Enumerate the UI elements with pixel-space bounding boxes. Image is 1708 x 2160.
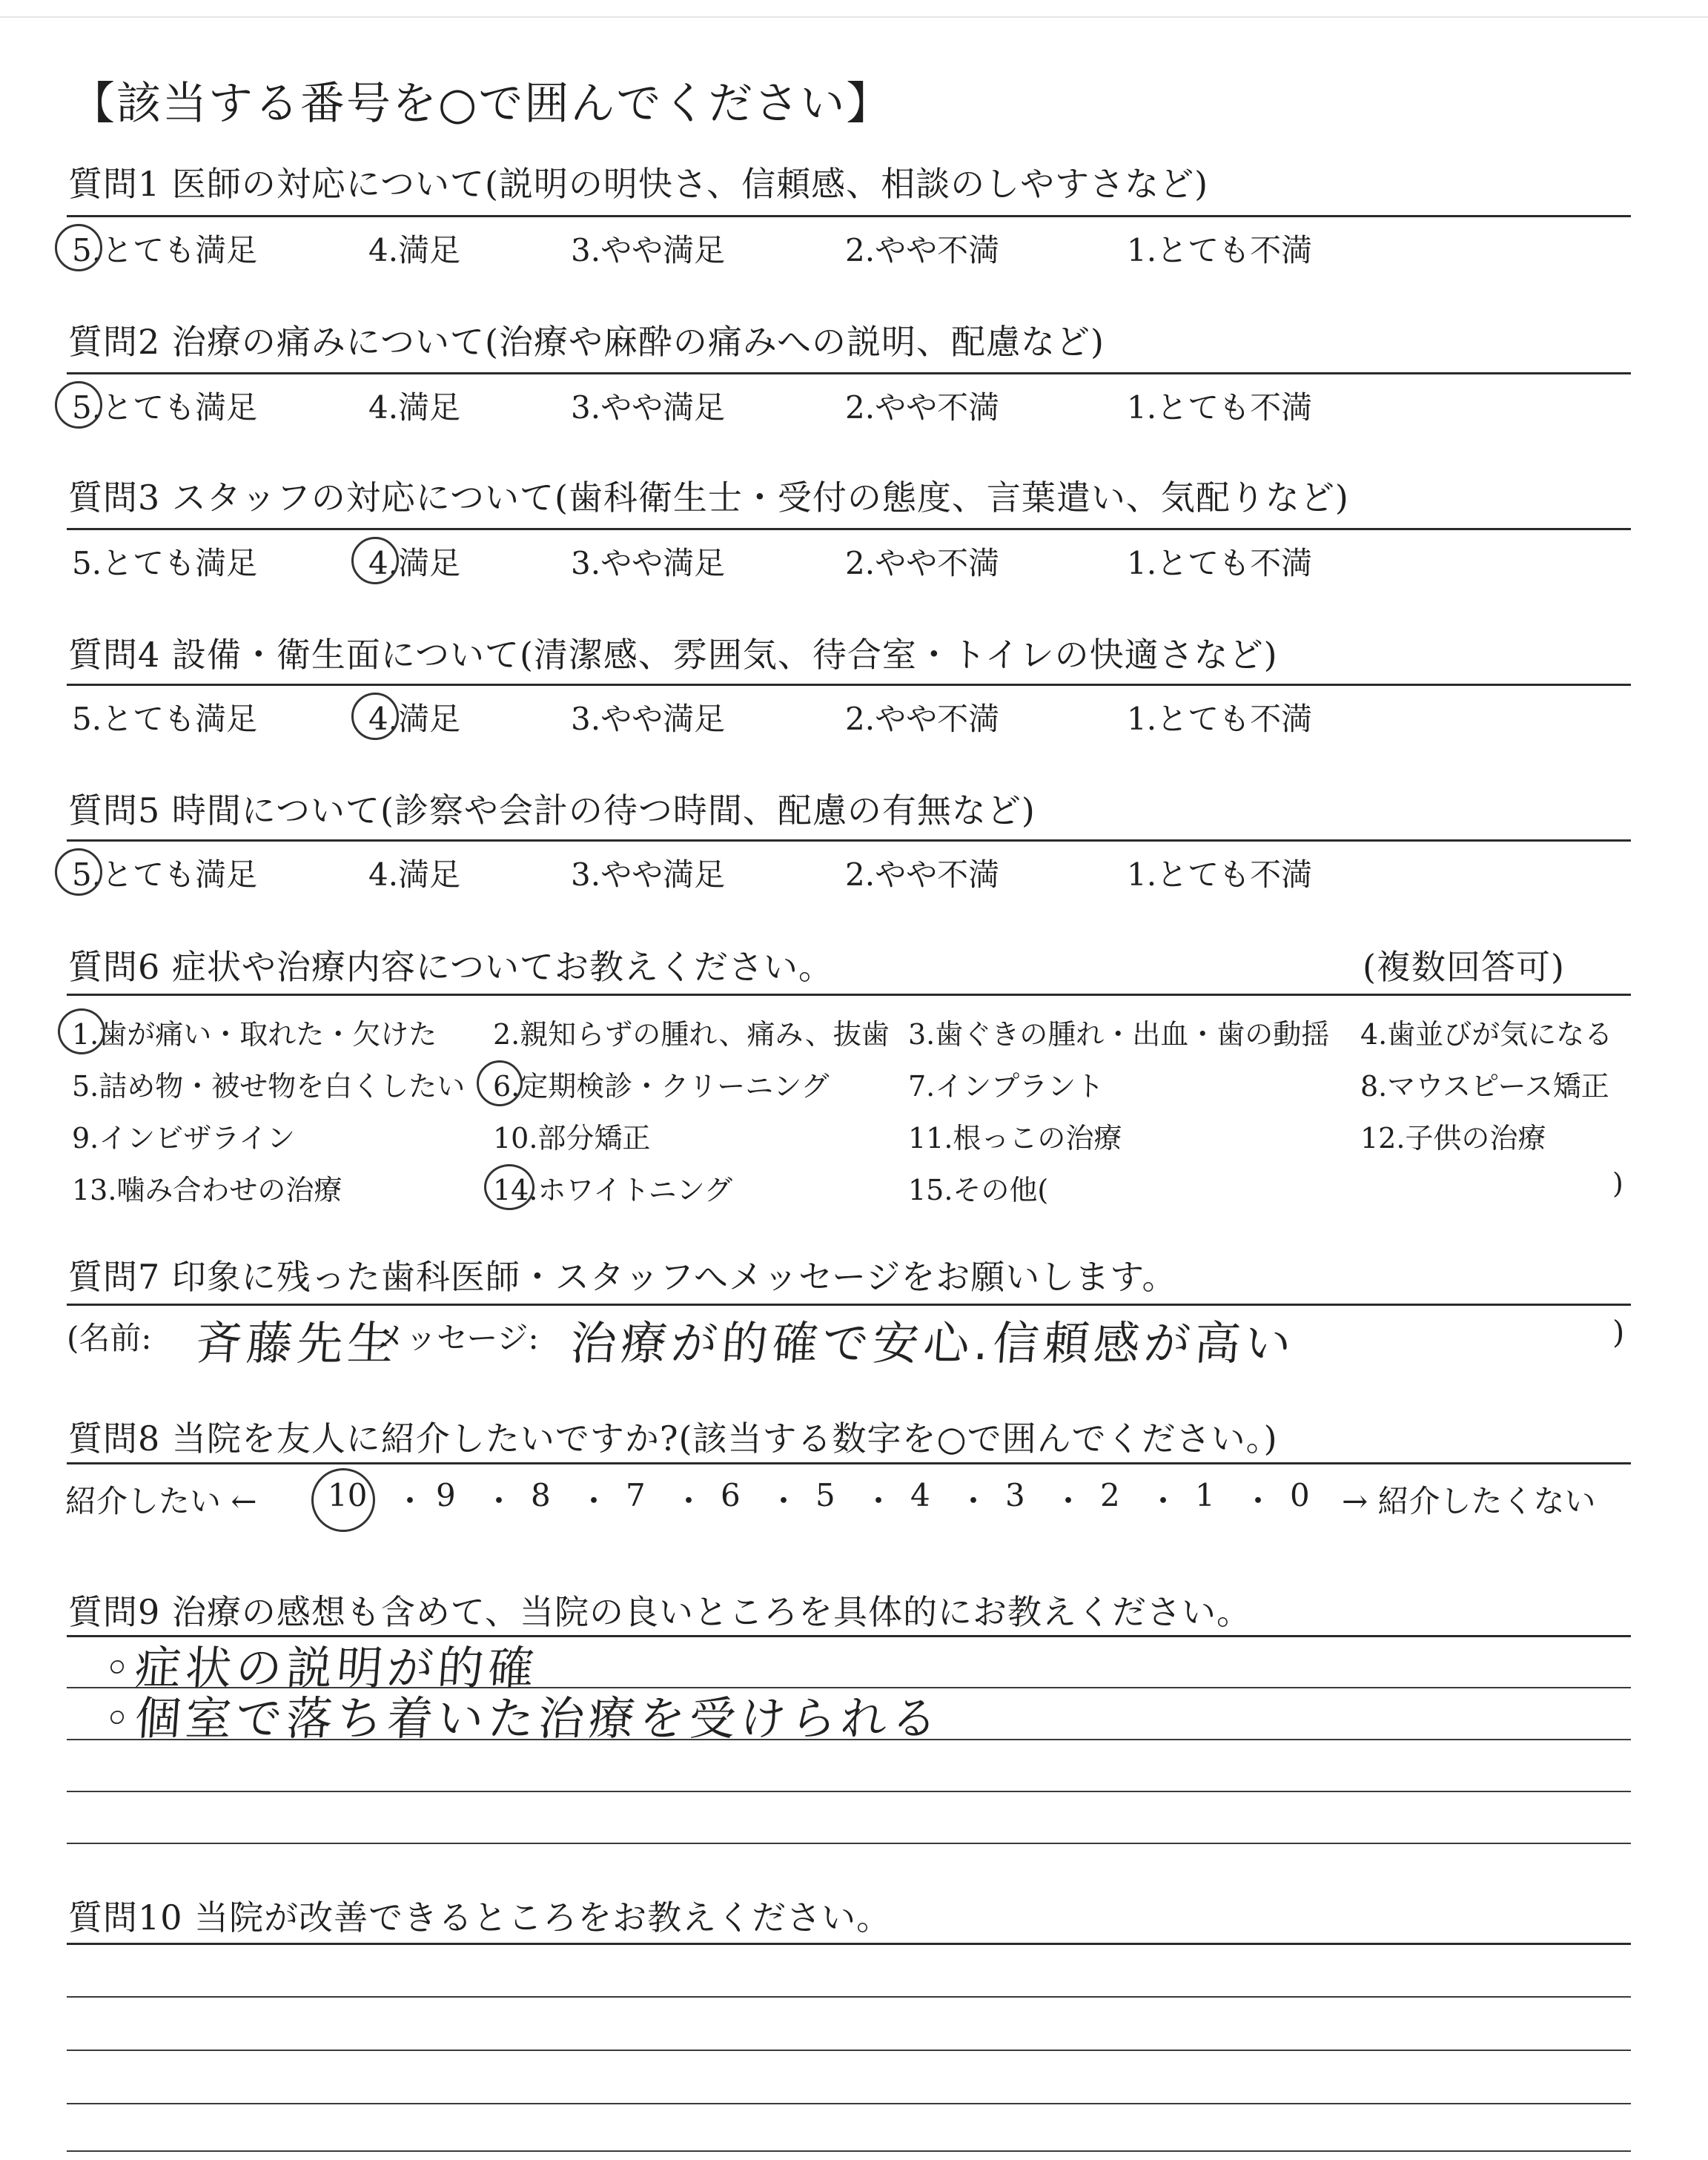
q2-option-3[interactable]: 3.やや満足: [571, 389, 726, 426]
q10-heading: 質問10 当院が改善できるところをお教えください。: [68, 1898, 892, 1938]
q7-rule: [67, 1304, 1631, 1306]
q8-rule: [67, 1462, 1631, 1464]
q3-option-3[interactable]: 3.やや満足: [571, 545, 726, 581]
q4-option-5[interactable]: 5.とても満足: [72, 701, 258, 737]
q1-option-4[interactable]: 4.満足: [368, 232, 461, 268]
q8-scale-3[interactable]: 3: [1005, 1477, 1025, 1513]
q8-scale-7[interactable]: 7: [626, 1477, 646, 1513]
q8-scale-6[interactable]: 6: [721, 1477, 741, 1513]
q1-option-1[interactable]: 1.とても不満: [1127, 232, 1313, 268]
q3-option-5[interactable]: 5.とても満足: [72, 545, 258, 581]
q2-heading: 質問2 治療の痛みについて(治療や麻酔の痛みへの説明、配慮など): [68, 322, 1105, 362]
q8-scale-4[interactable]: 4: [910, 1477, 930, 1513]
q4-rule: [67, 684, 1631, 686]
q8-scale-9[interactable]: 9: [436, 1477, 456, 1513]
q6-option-9[interactable]: 9.インビザライン: [72, 1122, 296, 1155]
q8-scale-5[interactable]: 5: [815, 1477, 835, 1513]
q10-answer-line: [67, 2050, 1631, 2051]
q8-separator: ・: [673, 1483, 705, 1519]
q8-separator: ・: [578, 1483, 610, 1519]
q9-heading: 質問9 治療の感想も含めて、当院の良いところを具体的にお教えください。: [68, 1592, 1251, 1632]
q5-option-5[interactable]: 5.とても満足: [72, 856, 258, 893]
q6-heading: 質問6 症状や治療内容についてお教えください。: [68, 947, 833, 987]
q1-option-5[interactable]: 5.とても満足: [72, 232, 258, 268]
q4-option-3[interactable]: 3.やや満足: [571, 701, 726, 737]
q8-left-label: 紹介したい ←: [65, 1483, 257, 1519]
q4-option-4[interactable]: 4.満足: [368, 701, 461, 737]
q5-option-4[interactable]: 4.満足: [368, 856, 461, 893]
q8-separator: ・: [394, 1483, 426, 1519]
q5-option-1[interactable]: 1.とても不満: [1127, 856, 1313, 893]
q1-selection-circle: [55, 224, 102, 271]
q6-option-14[interactable]: 14.ホワイトニング: [493, 1174, 733, 1206]
q5-heading: 質問5 時間について(診察や会計の待つ時間、配慮の有無など): [68, 790, 1036, 830]
q3-rule: [67, 528, 1631, 530]
q10-rule: [67, 1943, 1631, 1945]
q8-scale-1[interactable]: 1: [1195, 1477, 1215, 1513]
q9-answer-line: [67, 1843, 1631, 1844]
q7-message-label: メッセージ:: [374, 1320, 539, 1356]
q6-option-8[interactable]: 8.マウスピース矯正: [1360, 1070, 1609, 1103]
q6-selection-circle-14: [484, 1164, 534, 1210]
q4-option-1[interactable]: 1.とても不満: [1127, 701, 1313, 737]
q6-option-3[interactable]: 3.歯ぐきの腫れ・出血・歯の動揺: [908, 1018, 1330, 1051]
q4-selection-circle: [351, 693, 399, 740]
q6-option-2[interactable]: 2.親知らずの腫れ、痛み、抜歯: [493, 1018, 890, 1051]
q8-separator: ・: [1053, 1483, 1085, 1519]
q1-option-2[interactable]: 2.やや不満: [845, 232, 1000, 268]
q10-answer-line: [67, 1996, 1631, 1998]
q8-heading: 質問8 当院を友人に紹介したいですか?(該当する数字を○で囲んでください。): [68, 1418, 1278, 1459]
q6-option-13[interactable]: 13.噛み合わせの治療: [72, 1174, 342, 1206]
page-title: 【該当する番号を○で囲んでください】: [70, 78, 893, 130]
q6-option-6[interactable]: 6.定期検診・クリーニング: [493, 1070, 830, 1103]
q8-scale-8[interactable]: 8: [531, 1477, 551, 1513]
q1-rule: [67, 215, 1631, 217]
q6-option-12[interactable]: 12.子供の治療: [1360, 1122, 1546, 1155]
q2-option-2[interactable]: 2.やや不満: [845, 389, 1000, 426]
q2-option-4[interactable]: 4.満足: [368, 389, 461, 426]
q6-option-10[interactable]: 10.部分矯正: [493, 1122, 651, 1155]
q8-selection-circle: [311, 1468, 375, 1532]
q2-option-1[interactable]: 1.とても不満: [1127, 389, 1313, 426]
q3-option-1[interactable]: 1.とても不満: [1127, 545, 1313, 581]
q6-selection-circle-1: [58, 1008, 105, 1054]
q3-option-2[interactable]: 2.やや不満: [845, 545, 1000, 581]
q6-option-15-close: ): [1612, 1167, 1623, 1200]
q6-option-1[interactable]: 1.歯が痛い・取れた・欠けた: [72, 1018, 437, 1051]
q4-option-2[interactable]: 2.やや不満: [845, 701, 1000, 737]
q1-heading: 質問1 医師の対応について(説明の明快さ、信頼感、相談のしやすさなど): [68, 164, 1209, 204]
q3-heading: 質問3 スタッフの対応について(歯科衛生士・受付の態度、言葉遣い、気配りなど): [68, 478, 1349, 518]
q8-separator: ・: [1242, 1483, 1274, 1519]
q6-option-15[interactable]: 15.その他(: [908, 1174, 1049, 1206]
q6-selection-circle-6: [477, 1060, 523, 1106]
q2-selection-circle: [55, 381, 102, 429]
q6-option-4[interactable]: 4.歯並びが気になる: [1360, 1018, 1613, 1051]
q2-option-5[interactable]: 5.とても満足: [72, 389, 258, 426]
q6-option-5[interactable]: 5.詰め物・被せ物を白くしたい: [72, 1070, 466, 1103]
q8-scale-2[interactable]: 2: [1100, 1477, 1120, 1513]
q2-rule: [67, 372, 1631, 374]
q10-answer-line: [67, 2150, 1631, 2152]
q7-message-value[interactable]: 治療が的確で安心.信頼感が高い: [569, 1316, 1297, 1370]
q8-separator: ・: [483, 1483, 515, 1519]
q5-selection-circle: [55, 848, 102, 896]
q9-answer-1[interactable]: ◦症状の説明が的確: [102, 1641, 540, 1695]
q8-separator: ・: [863, 1483, 895, 1519]
q8-separator: ・: [768, 1483, 800, 1519]
q8-scale-0[interactable]: 0: [1290, 1477, 1310, 1513]
q6-option-11[interactable]: 11.根っこの治療: [908, 1122, 1122, 1155]
q5-option-3[interactable]: 3.やや満足: [571, 856, 726, 893]
q1-option-3[interactable]: 3.やや満足: [571, 232, 726, 268]
q5-option-2[interactable]: 2.やや不満: [845, 856, 1000, 893]
q10-answer-line: [67, 2103, 1631, 2104]
q7-name-label: (名前:: [67, 1320, 152, 1356]
q8-separator: ・: [958, 1483, 990, 1519]
q6-rule: [67, 994, 1631, 996]
q8-separator: ・: [1148, 1483, 1179, 1519]
q6-note: (複数回答可): [1363, 947, 1565, 987]
q5-rule: [67, 839, 1631, 842]
q4-heading: 質問4 設備・衛生面について(清潔感、雰囲気、待合室・トイレの快適さなど): [68, 635, 1278, 675]
q3-option-4[interactable]: 4.満足: [368, 545, 461, 581]
q9-answer-2[interactable]: ◦個室で落ち着いた治療を受けられる: [102, 1691, 944, 1745]
q9-answer-line: [67, 1791, 1631, 1792]
q8-scale-10[interactable]: 10: [328, 1477, 368, 1513]
q7-heading: 質問7 印象に残った歯科医師・スタッフへメッセージをお願いします。: [68, 1257, 1177, 1297]
q7-close-paren: ): [1612, 1314, 1625, 1350]
q8-right-label: → 紹介したくない: [1342, 1483, 1596, 1519]
q7-name-value[interactable]: 斉藤先生: [194, 1316, 400, 1370]
q6-option-7[interactable]: 7.インプラント: [908, 1070, 1105, 1103]
q3-selection-circle: [351, 537, 399, 584]
scan-edge-line: [0, 16, 1708, 18]
